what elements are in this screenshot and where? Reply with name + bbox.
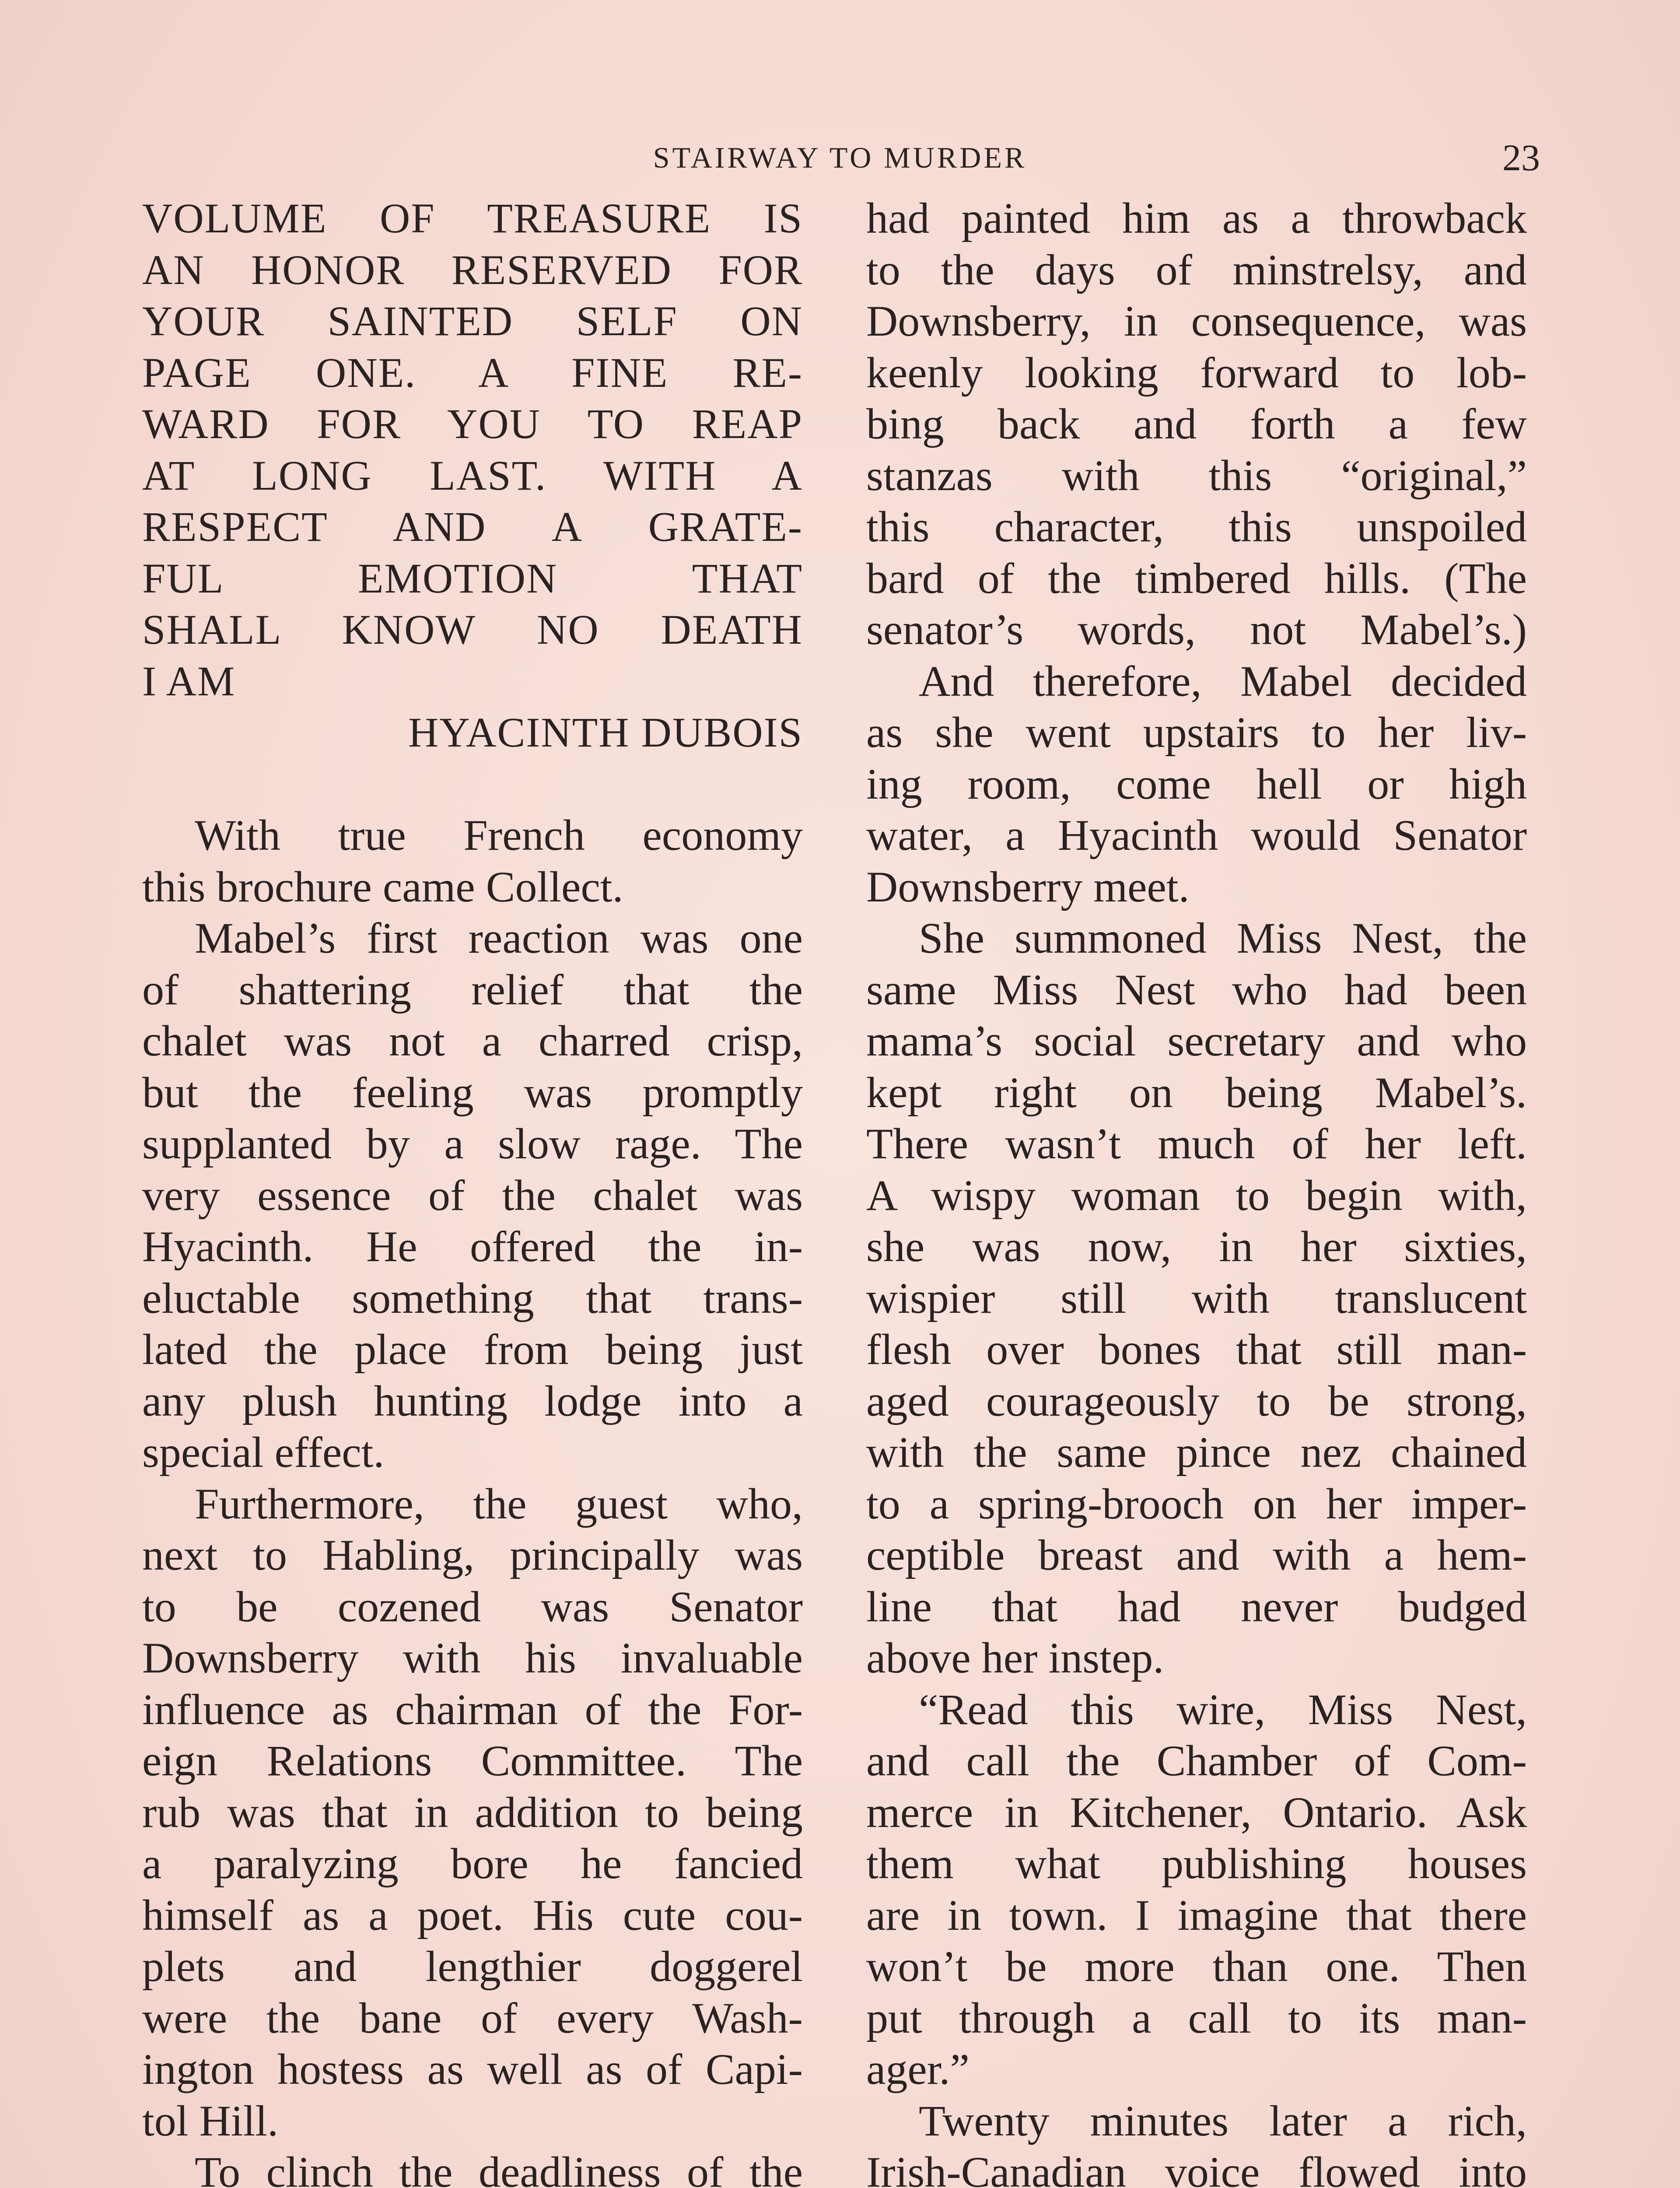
text-line: himself as a poet. His cute cou- (142, 1890, 803, 1939)
text-line: merce in Kitchener, Ontario. Ask (866, 1788, 1527, 1837)
text-line: put through a call to its man- (866, 1993, 1527, 2042)
text-line: rub was that in addition to being (142, 1788, 803, 1837)
left-text-column (142, 193, 803, 2188)
text-line: same Miss Nest who had been (866, 965, 1527, 1014)
text-line: kept right on being Mabel’s. (866, 1068, 1527, 1117)
text-line: Twenty minutes later a rich, (919, 2096, 1527, 2145)
text-line: eign Relations Committee. The (142, 1736, 803, 1785)
text-line: mama’s social secretary and who (866, 1017, 1527, 1065)
text-line: keenly looking forward to lob- (866, 348, 1527, 397)
text-line: this brochure came Collect. (142, 862, 623, 911)
text-line: any plush hunting lodge into a (142, 1376, 803, 1425)
right-text-column (866, 193, 1527, 2188)
text-line: WARD FOR YOU TO REAP (142, 400, 803, 447)
text-line: YOUR SAINTED SELF ON (142, 298, 803, 344)
text-line: Downsberry, in consequence, was (866, 297, 1527, 345)
text-line: RESPECT AND A GRATE- (142, 503, 803, 550)
text-line: flesh over bones that still man- (866, 1325, 1527, 1374)
text-line: Irish-Canadian voice flowed into (866, 2148, 1527, 2188)
text-line: very essence of the chalet was (142, 1171, 803, 1220)
text-line: are in town. I imagine that there (866, 1890, 1527, 1939)
text-line: aged courageously to be strong, (866, 1376, 1527, 1425)
text-line: wispier still with translucent (866, 1273, 1527, 1322)
text-line: I AM (142, 657, 236, 705)
text-line: had painted him as a throwback (866, 194, 1527, 242)
text-line: bard of the timbered hills. (The (866, 554, 1527, 603)
text-line: tol Hill. (142, 2096, 279, 2145)
text-line: She summoned Miss Nest, the (919, 914, 1527, 962)
text-line: supplanted by a slow rage. The (142, 1119, 803, 1168)
text-line: stanzas with this “original,” (866, 451, 1527, 500)
text-line: To clinch the deadliness of the (195, 2148, 803, 2188)
text-line: VOLUME OF TREASURE IS (142, 195, 803, 242)
text-line: And therefore, Mabel decided (919, 656, 1527, 705)
text-line: ington hostess as well as of Capi- (142, 2045, 803, 2093)
text-line: SHALL KNOW NO DEATH (142, 606, 803, 653)
page-number: 23 (1502, 137, 1540, 179)
text-line: line that had never budged (866, 1582, 1527, 1631)
text-line: them what publishing houses (866, 1839, 1527, 1888)
text-line: ager.” (866, 2045, 970, 2093)
text-line: water, a Hyacinth would Senator (866, 811, 1527, 859)
paragraph-gap (142, 758, 803, 810)
text-line: PAGE ONE. A FINE RE- (142, 349, 803, 396)
text-line: to be cozened was Senator (142, 1582, 803, 1631)
text-line: bing back and forth a few (866, 400, 1527, 448)
text-line: Downsberry with his invaluable (142, 1634, 803, 1682)
text-line: special effect. (142, 1428, 385, 1476)
text-line: lated the place from being just (142, 1325, 803, 1374)
text-line: Downsberry meet. (866, 862, 1190, 911)
running-head (140, 131, 1540, 184)
text-line: as she went upstairs to her liv- (866, 708, 1527, 757)
text-line: With true French economy (195, 811, 803, 859)
text-line: eluctable something that trans- (142, 1273, 803, 1322)
text-line: FUL EMOTION THAT (142, 554, 803, 602)
text-line: but the feeling was promptly (142, 1068, 803, 1117)
text-line: Furthermore, the guest who, (195, 1479, 803, 1528)
text-line: to the days of minstrelsy, and (866, 245, 1527, 294)
text-line: chalet was not a charred crisp, (142, 1017, 803, 1065)
text-line: Mabel’s first reaction was one (195, 914, 803, 962)
text-line: Hyacinth. He offered the in- (142, 1222, 803, 1271)
text-line: ceptible breast and with a hem- (866, 1531, 1527, 1579)
text-line: a paralyzing bore he fancied (142, 1839, 803, 1888)
text-line: with the same pince nez chained (866, 1428, 1527, 1476)
text-line: were the bane of every Wash- (142, 1993, 803, 2042)
text-line: of shattering relief that the (142, 965, 803, 1014)
text-line: “Read this wire, Miss Nest, (919, 1685, 1527, 1734)
text-line: HYACINTH DUBOIS (408, 709, 803, 756)
text-line: AN HONOR RESERVED FOR (142, 246, 803, 293)
text-line: There wasn’t much of her left. (866, 1119, 1527, 1168)
running-title: STAIRWAY TO MURDER (653, 141, 1027, 174)
text-line: next to Habling, principally was (142, 1531, 803, 1579)
text-line: plets and lengthier doggerel (142, 1942, 803, 1991)
text-line: won’t be more than one. Then (866, 1942, 1527, 1991)
text-line: above her instep. (866, 1634, 1164, 1682)
text-line: A wispy woman to begin with, (866, 1171, 1527, 1220)
text-line: this character, this unspoiled (866, 502, 1527, 551)
text-line: she was now, in her sixties, (866, 1222, 1527, 1271)
text-line: influence as chairman of the For- (142, 1685, 803, 1734)
text-line: and call the Chamber of Com- (866, 1736, 1527, 1785)
text-line: senator’s words, not Mabel’s.) (866, 605, 1527, 654)
text-line: AT LONG LAST. WITH A (142, 452, 803, 499)
text-line: ing room, come hell or high (866, 759, 1527, 808)
text-line: to a spring-brooch on her imper- (866, 1479, 1527, 1528)
